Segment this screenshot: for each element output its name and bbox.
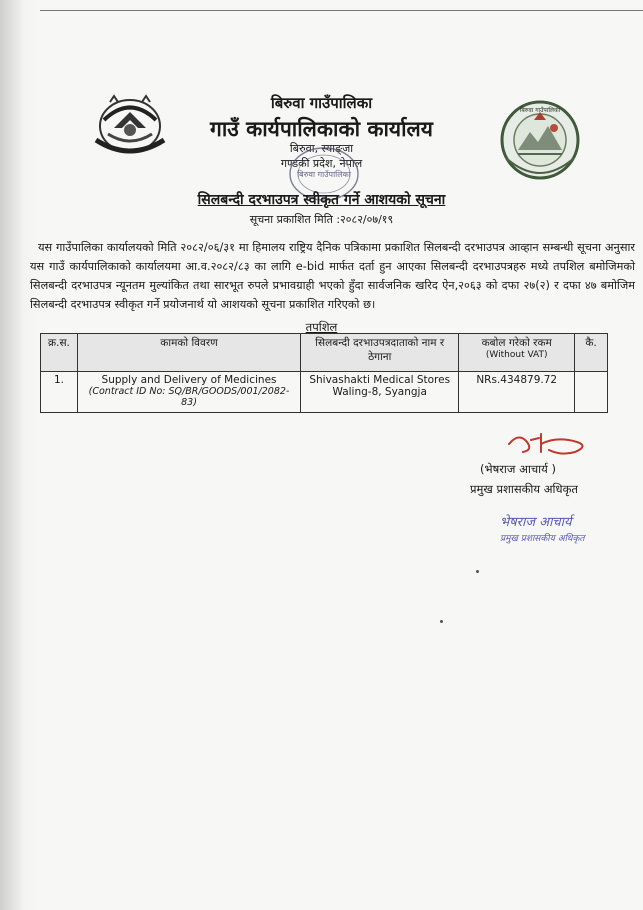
- header-bidder: सिलबन्दी दरभाउपत्रदाताको नाम र ठेगाना: [301, 334, 459, 372]
- bid-details-table: [40, 333, 608, 413]
- svg-text:बिरुवा गाउँपालिका: बिरुवा गाउँपालिका: [519, 107, 561, 114]
- header-amount-sub: (Without VAT): [485, 350, 548, 360]
- title-stamp: प्रमुख प्रशासकीय अधिकृत: [500, 534, 585, 544]
- svg-text:बिरुवा गाउँपालिका: बिरुवा गाउँपालिका: [297, 170, 351, 179]
- municipality-name: बिरुवा गाउँपालिका: [270, 94, 373, 112]
- name-stamp: भेषराज आचार्य: [500, 515, 572, 530]
- cell-sn: 1.: [41, 372, 78, 413]
- bidder-name: Shivashakti Medical Stores: [309, 374, 451, 386]
- address-line-2: गण्डकी प्रदेश, नेपाल: [280, 157, 363, 170]
- cell-work: [77, 372, 300, 413]
- contract-id: (Contract ID No: SQ/BR/GOODS/001/2082-83): [88, 386, 290, 408]
- cell-bidder: [301, 372, 459, 413]
- table-header-row: [41, 334, 608, 372]
- publish-date: सूचना प्रकाशित मिति :२०८२/०७/१९: [249, 213, 394, 226]
- office-name: गाउँ कार्यपालिकाको कार्यालय: [210, 117, 433, 141]
- cell-amount: NRs.434879.72: [459, 372, 575, 413]
- work-title: Supply and Delivery of Medicines: [101, 374, 277, 386]
- scan-speck: [476, 570, 479, 573]
- header-sn: क्र.स.: [41, 334, 78, 372]
- table-row: [41, 372, 608, 413]
- handwritten-signature-icon: [505, 430, 595, 462]
- header-amount: [459, 334, 575, 372]
- signatory-name: (भेषराज आचार्य ): [480, 462, 556, 476]
- address-line-1: बिरुवा, स्याङ्जा: [289, 142, 354, 155]
- table-caption: तपशिल: [305, 320, 338, 334]
- notice-title: सिलबन्दी दरभाउपत्र स्वीकृत गर्ने आशयको सूचना: [197, 192, 446, 208]
- header-work: कामको विवरण: [77, 334, 300, 372]
- signatory-title: प्रमुख प्रशासकीय अधिकृत: [470, 482, 578, 496]
- header-remarks: कै.: [575, 334, 608, 372]
- cell-remarks: [575, 372, 608, 413]
- scan-speck: [440, 620, 443, 623]
- header-amount-label: कबोल गरेको रकम: [481, 337, 552, 349]
- bidder-address: Waling-8, Syangja: [332, 386, 427, 398]
- notice-body: यस गाउँपालिका कार्यालयको मिति २०८२/०६/३१ मा हिमालय राष्ट्रिय दैनिक पत्रिकामा प्रकाशित सिलबन्दी दरभाउपत्र आव्हान सम्बन्धी सूचना अनुसार यस गाउँ कार्यपालिकाको कार्यालयमा आ.व.२०८२/८३ का लागि e-bid मार्फत दर्ता हुन आएका सिलबन्दी दरभाउपत्रहरु मध्ये तपशिल बमोजिमको सिलबन्दी दरभाउपत्र न्यूनतम मुल्यांकित तथा सारभूत रुपले प्रभावग्राही भएको हुँदा सार्वजनिक खरिद ऐन,२०६३ को दफा २७(२) र दफा ४७ बमोजिम सिलबन्दी दरभाउपत्र स्वीकृत गर्ने प्रयोजनार्थ यो आशयको सूचना प्रकाशित गरिएको छ।: [30, 241, 635, 311]
- scan-top-edge: [40, 10, 643, 11]
